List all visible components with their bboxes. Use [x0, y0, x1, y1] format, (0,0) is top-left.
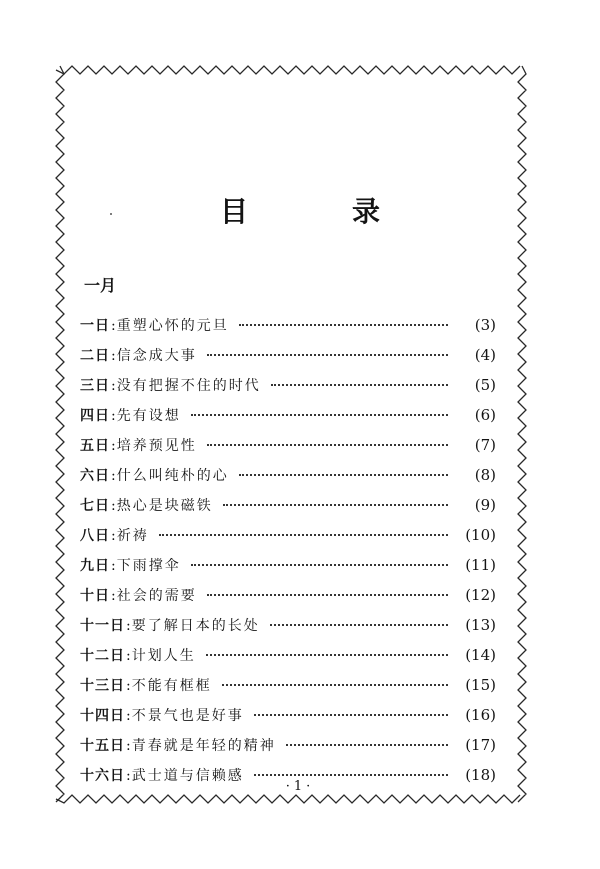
toc-entry[interactable] [80, 310, 496, 340]
toc-entry[interactable] [80, 370, 496, 400]
border-left [56, 66, 64, 802]
dot-leader [207, 354, 448, 356]
entry-day: 十日 [80, 588, 110, 604]
entry-topic: 青春就是年轻的精神 [131, 738, 276, 754]
toc-entry[interactable] [80, 520, 496, 550]
dot-leader [191, 564, 448, 566]
dot-leader [207, 444, 448, 446]
entry-separator: : [111, 348, 116, 364]
dot-leader [206, 654, 448, 656]
entry-day: 五日 [80, 438, 110, 454]
entry-separator: : [111, 438, 116, 454]
entry-day: 六日 [80, 468, 110, 484]
toc-entry[interactable] [80, 700, 496, 730]
border-right [518, 66, 526, 802]
entry-separator: : [126, 768, 131, 784]
entry-day: 七日 [80, 498, 110, 514]
entry-separator: : [111, 408, 116, 424]
entry-day: 一日 [80, 318, 110, 334]
entry-separator: : [126, 618, 131, 634]
entry-page-number: (14) [465, 646, 496, 664]
entry-separator: : [111, 498, 116, 514]
entry-separator: : [111, 318, 116, 334]
dot-leader [222, 684, 448, 686]
entry-day: 十四日 [80, 708, 125, 724]
dot-leader [191, 414, 448, 416]
entry-page-number: (13) [465, 616, 496, 634]
dot-leader [223, 504, 448, 506]
entry-topic: 计划人生 [131, 648, 196, 664]
entry-page-number: (15) [465, 676, 496, 694]
entry-separator: : [126, 678, 131, 694]
dot-leader [239, 324, 448, 326]
entry-page-number: (11) [465, 556, 496, 574]
table-of-contents [80, 310, 496, 790]
dot-leader [270, 624, 448, 626]
section-heading: 一月 [84, 276, 117, 295]
entry-topic: 下雨撑伞 [116, 558, 181, 574]
toc-entry[interactable] [80, 550, 496, 580]
entry-separator: : [111, 558, 116, 574]
entry-separator: : [111, 378, 116, 394]
dot-leader [254, 714, 448, 716]
entry-topic: 不能有框框 [131, 678, 212, 694]
entry-topic: 要了解日本的长处 [131, 618, 260, 634]
entry-day: 九日 [80, 558, 110, 574]
toc-entry[interactable] [80, 670, 496, 700]
entry-page-number: (7) [474, 436, 496, 454]
entry-topic: 热心是块磁铁 [116, 498, 213, 514]
entry-page-number: (8) [474, 466, 496, 484]
entry-topic: 重塑心怀的元旦 [116, 318, 229, 334]
entry-topic: 没有把握不住的时代 [116, 378, 261, 394]
entry-topic: 祈祷 [116, 528, 149, 544]
toc-entry[interactable] [80, 490, 496, 520]
entry-page-number: (5) [474, 376, 496, 394]
entry-page-number: (10) [465, 526, 496, 544]
page-number: ·1· [285, 779, 315, 794]
entry-day: 十一日 [80, 618, 125, 634]
entry-day: 三日 [80, 378, 110, 394]
toc-entry[interactable] [80, 640, 496, 670]
entry-page-number: (9) [474, 496, 496, 514]
entry-day: 十三日 [80, 678, 125, 694]
entry-page-number: (3) [474, 316, 496, 334]
entry-separator: : [126, 738, 131, 754]
entry-day: 十六日 [80, 768, 125, 784]
toc-entry[interactable] [80, 580, 496, 610]
entry-page-number: (18) [465, 766, 496, 784]
entry-topic: 培养预见性 [116, 438, 197, 454]
entry-day: 八日 [80, 528, 110, 544]
entry-topic: 什么叫纯朴的心 [116, 468, 229, 484]
entry-separator: : [126, 648, 131, 664]
toc-entry[interactable] [80, 400, 496, 430]
toc-entry[interactable] [80, 610, 496, 640]
entry-page-number: (4) [474, 346, 496, 364]
dot-leader [271, 384, 448, 386]
entry-day: 四日 [80, 408, 110, 424]
entry-topic: 社会的需要 [116, 588, 197, 604]
entry-topic: 信念成大事 [116, 348, 197, 364]
entry-separator: : [111, 468, 116, 484]
border-bottom [56, 795, 520, 803]
entry-page-number: (6) [474, 406, 496, 424]
entry-topic: 武士道与信赖感 [131, 768, 244, 784]
toc-entry[interactable] [80, 730, 496, 760]
dot-leader [239, 474, 448, 476]
page-title: 目 录 [219, 195, 418, 228]
entry-topic: 不景气也是好事 [131, 708, 244, 724]
entry-separator: : [126, 708, 131, 724]
entry-day: 十二日 [80, 648, 125, 664]
entry-page-number: (17) [465, 736, 496, 754]
entry-page-number: (12) [465, 586, 496, 604]
entry-day: 十五日 [80, 738, 125, 754]
dot-leader [254, 774, 448, 776]
dot-leader [286, 744, 448, 746]
dot-leader [159, 534, 448, 536]
toc-entry[interactable] [80, 460, 496, 490]
entry-separator: : [111, 588, 116, 604]
toc-entry[interactable] [80, 340, 496, 370]
entry-page-number: (16) [465, 706, 496, 724]
entry-day: 二日 [80, 348, 110, 364]
toc-entry[interactable] [80, 430, 496, 460]
entry-topic: 先有设想 [116, 408, 181, 424]
entry-separator: : [111, 528, 116, 544]
print-speck [110, 213, 112, 215]
border-top [56, 66, 520, 74]
dot-leader [207, 594, 448, 596]
